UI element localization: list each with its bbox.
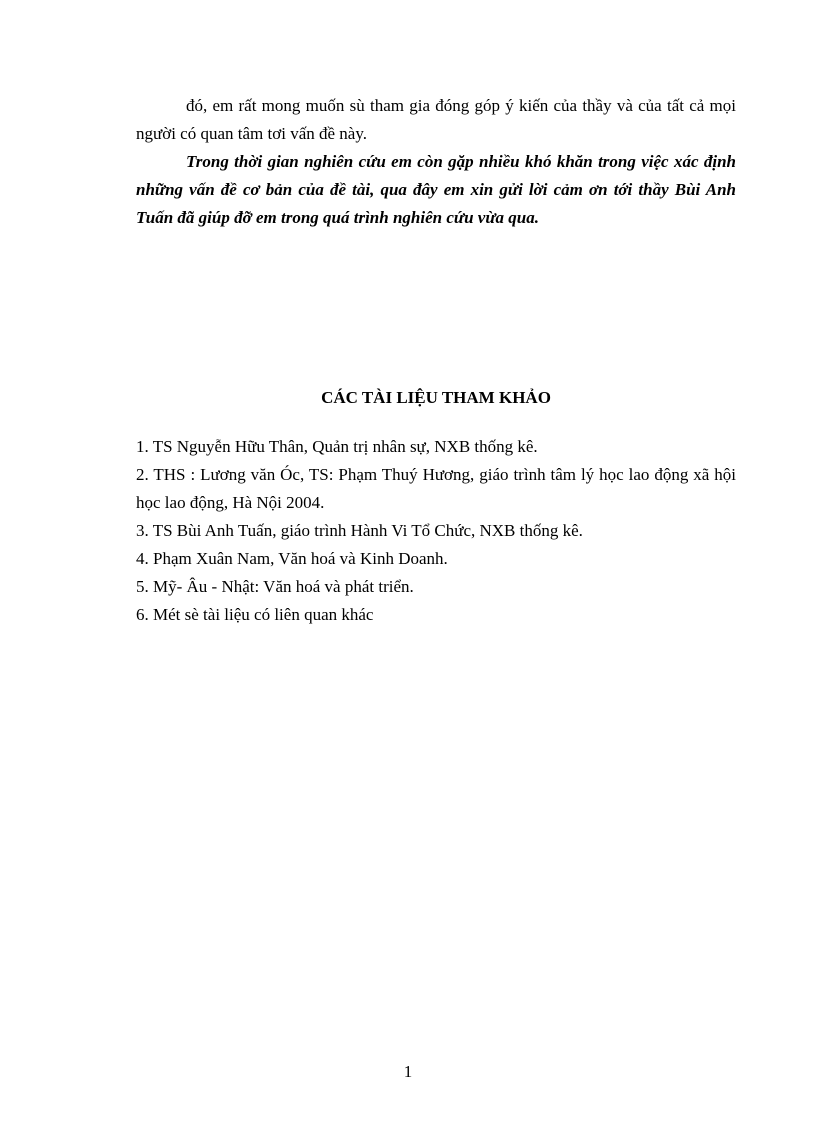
reference-item-5: 5. Mỹ- Âu - Nhật: Văn hoá và phát triển. — [136, 577, 414, 596]
references-list — [136, 433, 736, 629]
acknowledgement-paragraph: Trong thời gian nghiên cứu em còn gặp nhiều khó khăn trong việc xác định những vấn đề cơ bản của đề tài, qua đây em xin gửi lời cảm ơn tới thầy Bùi Anh Tuấn đã giúp đỡ em trong quá trình nghiên cứu vừa qua. — [136, 152, 736, 227]
reference-item-6: 6. Mét sè tài liệu có liên quan khác — [136, 605, 374, 624]
reference-item-2: 2. THS : Lương văn Óc, TS: Phạm Thuý Hương, giáo trình tâm lý học lao động xã hội học lao động, Hà Nội 2004. — [136, 465, 736, 512]
reference-item-4: 4. Phạm Xuân Nam, Văn hoá và Kinh Doanh. — [136, 549, 448, 568]
reference-item-3: 3. TS Bùi Anh Tuấn, giáo trình Hành Vi Tổ Chức, NXB thống kê. — [136, 521, 583, 540]
reference-item-1: 1. TS Nguyễn Hữu Thân, Quản trị nhân sự, NXB thống kê. — [136, 437, 538, 456]
body-paragraph-1: đó, em rất mong muốn sù tham gia đóng góp ý kiến của thầy và của tất cả mọi người có quan tâm tơi vấn đề này. — [136, 96, 736, 143]
references-heading: CÁC TÀI LIỆU THAM KHẢO — [321, 388, 551, 407]
page-number: 1 — [403, 1062, 413, 1081]
